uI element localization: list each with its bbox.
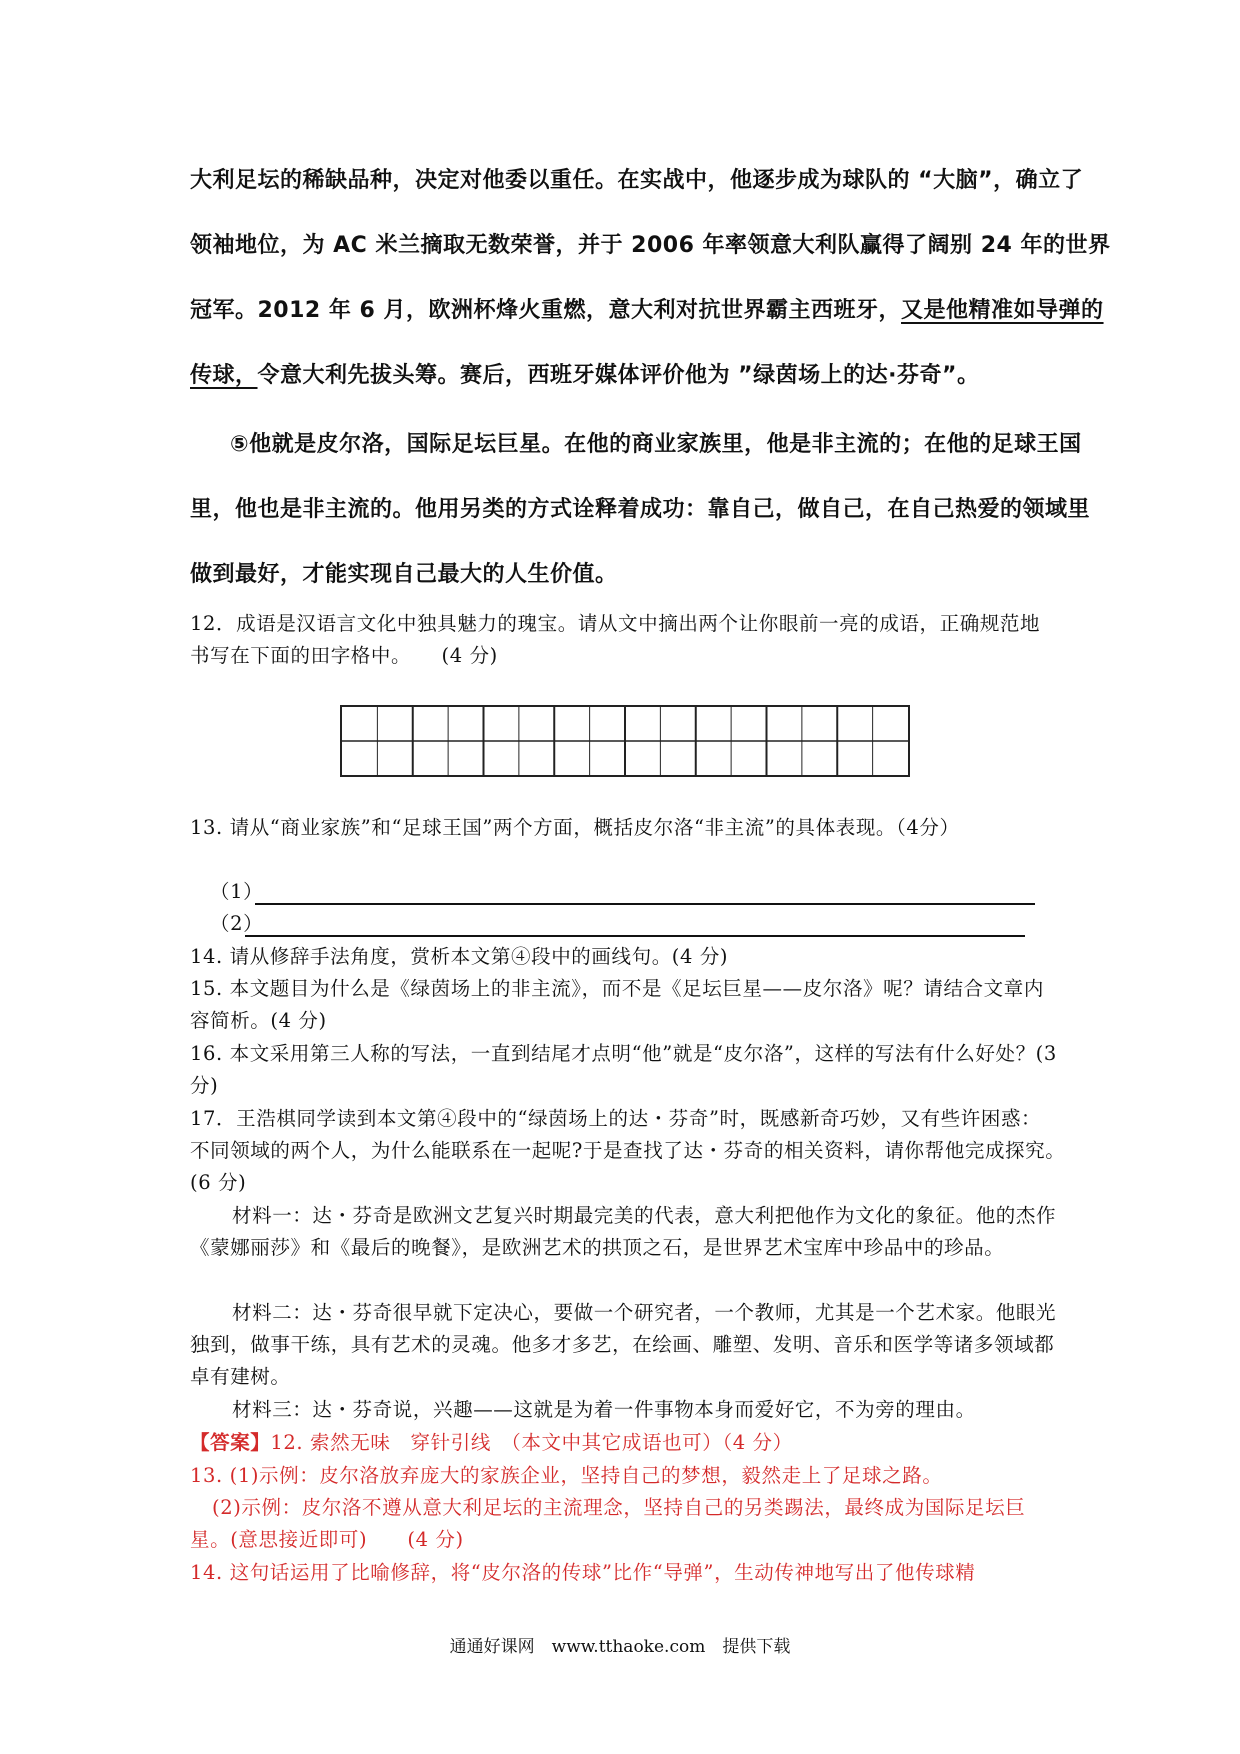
paragraph-5-line-2: 里，他也是非主流的。他用另类的方式诠释着成功：靠自己，做自己，在自己热爱的领域里: [190, 497, 1091, 522]
tianzige-grid: [340, 705, 910, 777]
material-2: 材料二：达・芬奇很早就下定决心，要做一个研究者，一个教师，尤其是一个艺术家。他眼光独到，做事干练，具有艺术的灵魂。他多才多艺，在绘画、雕塑、发明、音乐和医学等诸多领域都卓有建树。: [190, 1301, 1057, 1388]
question-12: 12．成语是汉语言文化中独具魅力的瑰宝。请从文中摘出两个让你眼前一亮的成语，正确规范地书写在下面的田字格中。 (4 分): [190, 612, 1041, 667]
paragraph-5-line-3: 做到最好，才能实现自己最大的人生价值。: [190, 562, 618, 587]
underlined-sentence-part-1: 又是他精准如导弹的: [901, 298, 1104, 323]
passage-line-3-text: 冠军。2012 年 6 月，欧洲杯烽火重燃，意大利对抗世界霸主西班牙，: [190, 298, 902, 323]
underlined-sentence-part-2: 传球，: [190, 363, 258, 388]
answer-tag: 【答案】: [190, 1431, 271, 1454]
answer-12-text: 12. 索然无味 穿针引线 （本文中其它成语也可）（4 分）: [270, 1431, 793, 1454]
answer-13-1: 13. (1)示例：皮尔洛放弃庞大的家族企业，坚持自己的梦想，毅然走上了足球之路。: [190, 1464, 943, 1487]
question-13-item-2-label: （2）: [210, 912, 264, 935]
answer-13-2: (2)示例：皮尔洛不遵从意大利足坛的主流理念，坚持自己的另类踢法，最终成为国际足坛巨星。(意思接近即可) (4 分): [190, 1496, 1026, 1551]
question-15: 15. 本文题目为什么是《绿茵场上的非主流》，而不是《足坛巨星——皮尔洛》呢？请结合文章内容简析。(4 分): [190, 977, 1044, 1032]
answer-12: [190, 1427, 1060, 1459]
passage-line-4-text: 令意大利先拔头筹。赛后，西班牙媒体评价他为 ”绿茵场上的达·芬奇”。: [257, 363, 980, 388]
passage-line-2: 领袖地位，为 AC 米兰摘取无数荣誉，并于 2006 年率领意大利队赢得了阔别 24 年的世界: [190, 233, 1111, 258]
footer-download-note: 通通好课网 www.tthaoke.com 提供下载: [449, 1637, 791, 1657]
answer-line-1: [255, 903, 1035, 905]
paragraph-5-line-1: ⑤他就是皮尔洛，国际足坛巨星。在他的商业家族里，他是非主流的；在他的足球王国: [230, 432, 1082, 457]
passage-line-4: [190, 343, 1060, 408]
material-1: 材料一：达・芬奇是欧洲文艺复兴时期最完美的代表，意大利把他作为文化的象征。他的杰作《蒙娜丽莎》和《最后的晚餐》，是欧洲艺术的拱顶之石，是世界艺术宝库中珍品中的珍品。: [190, 1204, 1057, 1259]
answer-14: 14. 这句话运用了比喻修辞，将“皮尔洛的传球”比作“导弹”，生动传神地写出了他传球精: [190, 1561, 976, 1584]
question-13-item-1-label: （1）: [210, 880, 264, 903]
passage-line-3: [190, 278, 1104, 343]
question-16: 16. 本文采用第三人称的写法，一直到结尾才点明“他”就是“皮尔洛”，这样的写法有什么好处？(3 分): [190, 1042, 1057, 1097]
passage-line-1: 大利足坛的稀缺品种，决定对他委以重任。在实战中，他逐步成为球队的 “大脑”，确立了: [190, 168, 1084, 193]
question-14: 14. 请从修辞手法角度，赏析本文第④段中的画线句。(4 分): [190, 945, 729, 968]
answer-line-2: [245, 935, 1025, 937]
question-13: 13. 请从“商业家族”和“足球王国”两个方面，概括皮尔洛“非主流”的具体表现。（4分）: [190, 816, 960, 839]
question-17: 17．王浩棋同学读到本文第④段中的“绿茵场上的达・芬奇”时，既感新奇巧妙，又有些许困惑：不同领域的两个人，为什么能联系在一起呢?于是查找了达・芬奇的相关资料，请你帮他完成探究。 (6 分): [190, 1107, 1096, 1194]
material-3: 材料三：达・芬奇说，兴趣——这就是为着一件事物本身而爱好它，不为旁的理由。: [232, 1398, 976, 1421]
